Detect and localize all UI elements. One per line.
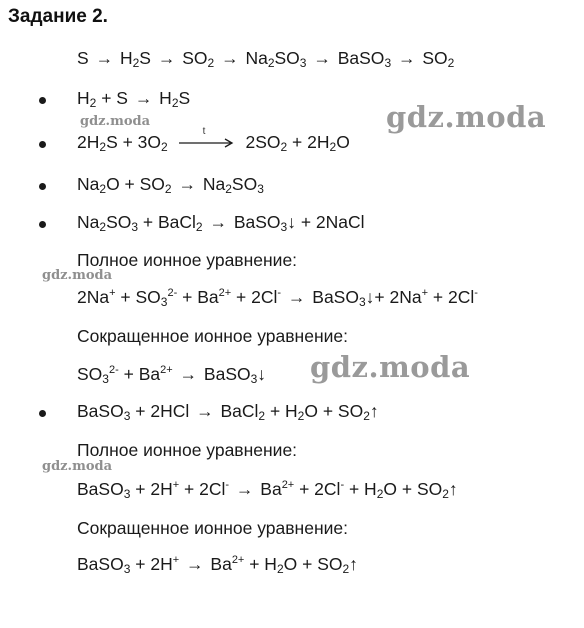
heating-arrow — [179, 126, 235, 150]
short-ionic-equation-5: BaSO$_3$ + $2H^+ \to Ba^{2+} + H_2O$ + $SO_2↑$ — [77, 554, 358, 576]
full-ionic-equation-5: BaSO$_3$ + $2H^+ + 2Cl^- \to Ba^{2+} + 2Cl^- + H_2O$ + $SO_2↑$ — [77, 479, 458, 501]
full-ionic-label: Полное ионное уравнение: — [77, 440, 298, 460]
reaction-4: $Na_2SO_3$ + BaCl$_2$ → BaSO$_3$↓ + 2NaCl — [77, 212, 365, 234]
reaction-5: BaSO$_3$ + 2HCl → BaCl$_2$ + $H_2O$ + $SO_2↑$ — [77, 401, 379, 423]
bullet — [39, 410, 46, 417]
task-title: Задание 2. — [8, 6, 108, 27]
heating-condition: t — [202, 126, 206, 138]
bullet — [39, 141, 46, 148]
bullet — [39, 97, 46, 104]
reaction-1: $H_2 + S \to H_2S$ — [77, 88, 191, 110]
short-ionic-label: Сокращенное ионное уравнение: — [77, 326, 348, 346]
watermark: gdz.moda — [310, 350, 471, 384]
bullet — [39, 183, 46, 190]
watermark: gdz.moda — [80, 114, 151, 129]
reaction-3: $Na_2O + SO_2 \to Na_2SO_3$ — [77, 174, 264, 196]
long-arrow-icon — [179, 138, 235, 148]
short-ionic-equation-4: $SO_3^{2-} + Ba^{2+}$ → BaSO$_3$↓ — [77, 364, 267, 386]
watermark: gdz.moda — [386, 100, 547, 134]
watermark: gdz.moda — [42, 268, 113, 283]
short-ionic-label: Сокращенное ионное уравнение: — [77, 518, 348, 538]
full-ionic-label: Полное ионное уравнение: — [77, 250, 298, 270]
reaction-chain: $S \to H_2S \to SO_2 \to Na_2SO_3$ → BaSO$_3$ → $SO_2$ — [77, 48, 455, 70]
watermark: gdz.moda — [42, 459, 113, 474]
full-ionic-equation-4: $2Na^+ + SO_3^{2-} + Ba^{2+} + 2Cl^-$ → BaSO$_3$↓+ 2Na+ + 2Cl- — [77, 287, 478, 309]
bullet — [39, 221, 46, 228]
reaction-2: $2H_2S + 3O_2$ t $2SO_2 + 2H_2O$ — [77, 126, 350, 154]
